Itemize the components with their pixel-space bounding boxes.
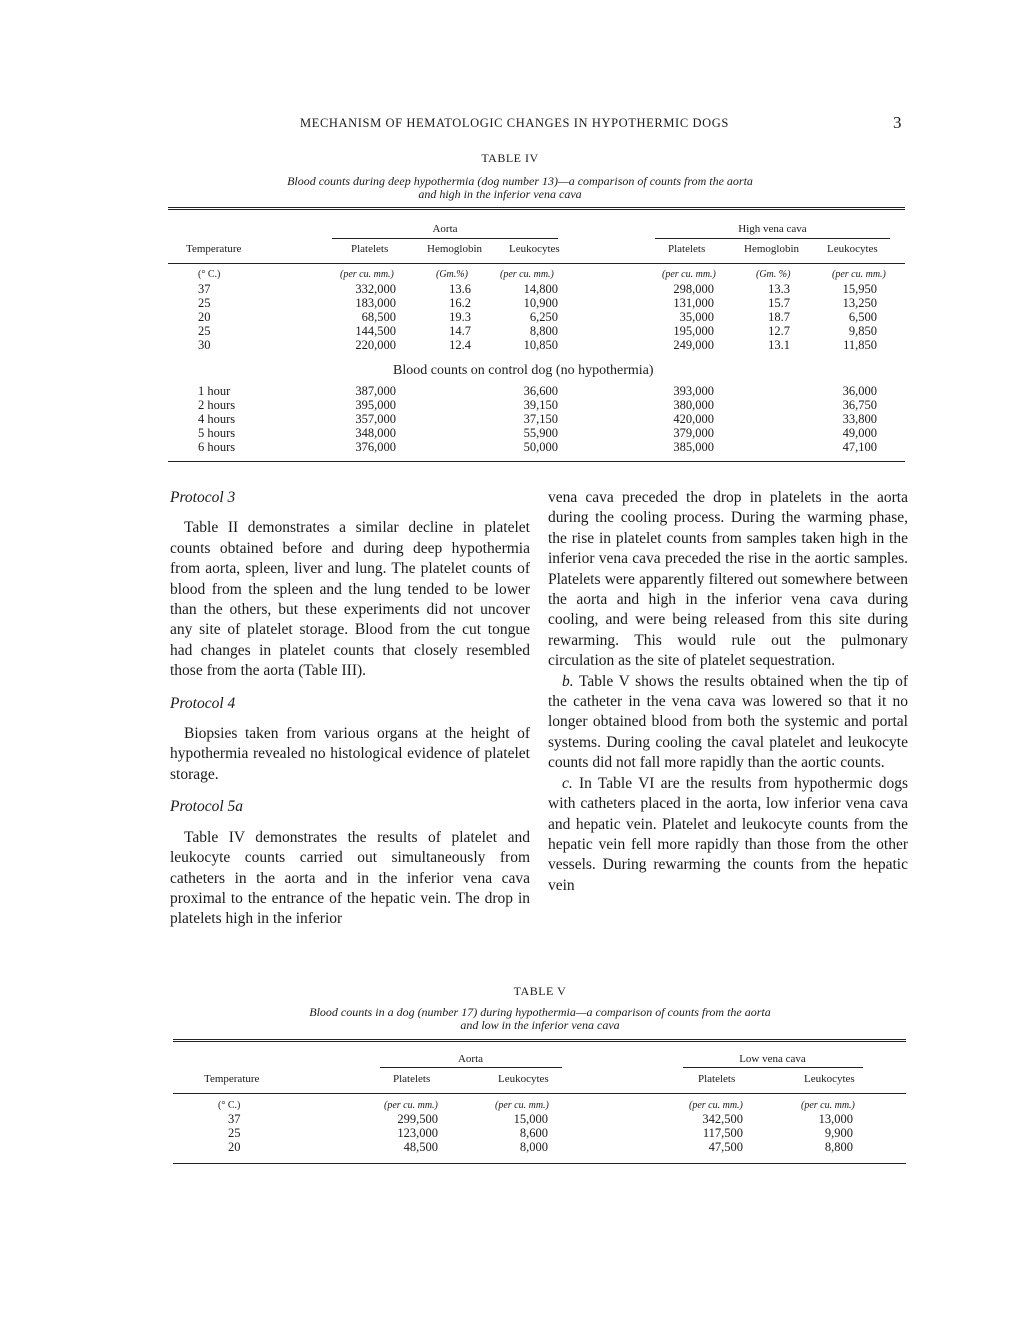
table-cell: 11,850: [843, 338, 877, 352]
table-cell: 36,000: [842, 384, 877, 398]
table-cell: 2 hours: [198, 398, 236, 412]
table-cell: 380,000: [673, 398, 714, 412]
table-cell: 25: [228, 1126, 241, 1140]
t4-h-hemoglobin-v: Hemoglobin: [744, 243, 799, 255]
t5-unit-leukocytes-v: (per cu. mm.): [801, 1100, 855, 1111]
t4-group-vena: High vena cava: [738, 223, 807, 235]
table-iv-caption-2: and high in the inferior vena cava: [418, 187, 582, 201]
table-cell: 13,000: [818, 1112, 853, 1126]
table-cell: 35,000: [679, 310, 714, 324]
t5-unit-platelets-a: (per cu. mm.): [384, 1100, 438, 1111]
table-iv-bottom-rule: [168, 461, 905, 462]
table-cell: 12.7: [768, 324, 790, 338]
table-cell: 47,500: [708, 1140, 743, 1154]
paragraph-c-text: In Table VI are the results from hypothermic dogs with catheters placed in the aorta, low inferior vena cava and hepatic vein. Platelet and leukocyte counts from the hepatic vein fell more rapidly than those from the other vessels. During rewarming the counts from the hepatic vein: [548, 774, 908, 894]
table-cell: 15.7: [768, 296, 790, 310]
table-v-bottom-rule: [173, 1163, 906, 1164]
paragraph-protocol-4: Biopsies taken from various organs at the height of hypothermia revealed no histological evidence of platelet storage.: [170, 725, 530, 783]
table-cell: 30: [198, 338, 211, 352]
table-cell: 13.6: [449, 282, 471, 296]
t5-unit-leukocytes-a: (per cu. mm.): [495, 1100, 549, 1111]
t4-control-title: Blood counts on control dog (no hypothermia): [393, 363, 654, 378]
table-cell: 299,500: [397, 1112, 438, 1126]
table-cell: 9,850: [848, 324, 877, 338]
heading-protocol-4: Protocol 4: [170, 694, 236, 712]
paragraph-protocol-3: Table II demonstrates a similar decline in platelet counts obtained before and during deep hypothermia from aorta, spleen, liver and lung. The platelet counts of blood from the spleen and the lung tended to be lower than the others, but these experiments did not uncover any site of platelet storage. Blood from the cut tongue had changes in platelet counts that closely resembled those from the aorta (Table III).: [170, 519, 530, 680]
t4-unit-hemoglobin-v: (Gm. %): [756, 269, 791, 280]
table-cell: 33,800: [842, 412, 877, 426]
t4-unit-leukocytes-a: (per cu. mm.): [500, 269, 554, 280]
table-cell: 13.1: [768, 338, 790, 352]
table-cell: 298,000: [673, 282, 714, 296]
table-cell: 37: [228, 1112, 241, 1126]
table-cell: 395,000: [355, 398, 396, 412]
t4-unit-platelets-a: (per cu. mm.): [340, 269, 394, 280]
table-cell: 48,500: [403, 1140, 438, 1154]
table-v-caption-1: Blood counts in a dog (number 17) during hypothermia—a comparison of counts from the aorta: [309, 1005, 771, 1019]
table-cell: 47,100: [842, 440, 877, 454]
table-iv-header-rule: [168, 263, 905, 264]
table-cell: 6,500: [848, 310, 877, 324]
table-cell: 8,000: [519, 1140, 548, 1154]
table-cell: 393,000: [673, 384, 714, 398]
table-cell: 420,000: [673, 412, 714, 426]
paragraph-b-text: Table V shows the results obtained when the tip of the catheter in the vena cava was lowered so that it no longer obtained blood from both the systemic and portal systems. During cooling the caval platelet and leukocyte counts did not fall more rapidly than the aortic counts.: [548, 672, 908, 772]
t4-aorta-rule: [332, 238, 558, 239]
table-cell: 19.3: [449, 310, 471, 324]
table-cell: 13.3: [768, 282, 790, 296]
table-cell: 55,900: [523, 426, 558, 440]
table-cell: 16.2: [449, 296, 471, 310]
table-cell: 6,250: [529, 310, 558, 324]
t4-unit-leukocytes-v: (per cu. mm.): [832, 269, 886, 280]
table-cell: 131,000: [673, 296, 714, 310]
t4-group-aorta: Aorta: [432, 223, 458, 235]
table-cell: 25: [198, 296, 211, 310]
table-cell: 14,800: [523, 282, 558, 296]
table-v-header-rule: [173, 1093, 906, 1094]
t5-aorta-rule: [380, 1067, 562, 1068]
table-iv: [0, 0, 1020, 480]
t4-h-leukocytes-a: Leukocytes: [509, 243, 560, 255]
paragraph-continued: vena cava preceded the drop in platelets in the aorta during the cooling process. During the warming phase, the rise in platelet counts from samples taken high in the inferior vena cava preceded the rise in the aortic samples. Platelets were apparently filtered out somewhere between the aorta and high in the inferior vena cava during cooling, and were being released from this site during rewarming. This would rule out the pulmonary circulation as the site of platelet sequestration.: [548, 489, 908, 670]
paragraph-b: [548, 672, 908, 774]
table-cell: 37,150: [523, 412, 558, 426]
t5-vena-rule: [683, 1067, 863, 1068]
table-cell: 348,000: [355, 426, 396, 440]
t4-h-platelets-v: Platelets: [668, 243, 706, 255]
table-cell: 8,600: [519, 1126, 548, 1140]
t5-unit-temp: (° C.): [218, 1100, 241, 1111]
paragraph-c: [548, 774, 908, 896]
t5-unit-platelets-v: (per cu. mm.): [689, 1100, 743, 1111]
t4-unit-platelets-v: (per cu. mm.): [662, 269, 716, 280]
table-iv-body: [0, 283, 1020, 353]
t5-h-leukocytes-v: Leukocytes: [804, 1073, 855, 1085]
table-iv-label: TABLE IV: [481, 151, 539, 165]
t5-h-platelets-a: Platelets: [393, 1073, 431, 1085]
right-column: [548, 488, 908, 896]
table-cell: 50,000: [523, 440, 558, 454]
t4-h-hemoglobin-a: Hemoglobin: [427, 243, 482, 255]
table-cell: 387,000: [355, 384, 396, 398]
table-cell: 123,000: [397, 1126, 438, 1140]
table-cell: 25: [198, 324, 211, 338]
table-cell: 10,900: [523, 296, 558, 310]
t5-col-temperature: Temperature: [204, 1073, 260, 1085]
t4-col-temperature: Temperature: [186, 243, 242, 255]
paragraph-b-label: b.: [562, 672, 574, 690]
table-cell: 183,000: [355, 296, 396, 310]
table-cell: 49,000: [842, 426, 877, 440]
running-title: MECHANISM OF HEMATOLOGIC CHANGES IN HYPOTHERMIC DOGS: [300, 116, 729, 130]
table-cell: 357,000: [355, 412, 396, 426]
table-cell: 8,800: [824, 1140, 853, 1154]
t5-group-aorta: Aorta: [457, 1053, 484, 1065]
table-cell: 9,900: [824, 1126, 853, 1140]
t4-h-platelets-a: Platelets: [351, 243, 389, 255]
paragraph-protocol-5a: Table IV demonstrates the results of platelet and leukocyte counts carried out simultaneously from catheters in the aorta and in the inferior vena cava proximal to the entrance of the hepatic vein. The drop in platelets high in the inferior: [170, 828, 530, 928]
table-cell: 332,000: [355, 282, 396, 296]
table-cell: 14.7: [449, 324, 471, 338]
t4-h-leukocytes-v: Leukocytes: [827, 243, 878, 255]
t5-h-platelets-v: Platelets: [698, 1073, 736, 1085]
table-cell: 68,500: [361, 310, 396, 324]
table-v-label: TABLE V: [513, 984, 567, 998]
table-v-top-rule: [173, 1039, 906, 1042]
heading-protocol-3: Protocol 3: [170, 489, 236, 506]
table-cell: 39,150: [523, 398, 558, 412]
table-cell: 10,850: [523, 338, 558, 352]
table-cell: 20: [228, 1140, 241, 1154]
table-cell: 342,500: [702, 1112, 743, 1126]
table-cell: 36,600: [523, 384, 558, 398]
table-iv-caption-1: Blood counts during deep hypothermia (dog number 13)—a comparison of counts from the aorta: [287, 174, 753, 188]
table-cell: 37: [198, 282, 211, 296]
table-cell: 5 hours: [198, 426, 236, 440]
t4-vena-rule: [655, 238, 890, 239]
table-cell: 249,000: [673, 338, 714, 352]
left-column: [170, 488, 530, 930]
table-cell: 6 hours: [198, 440, 236, 454]
table-cell: 20: [198, 310, 211, 324]
table-cell: 15,950: [842, 282, 877, 296]
table-cell: 8,800: [529, 324, 558, 338]
table-cell: 1 hour: [198, 384, 231, 398]
table-v-caption-2: and low in the inferior vena cava: [460, 1018, 620, 1032]
table-cell: 385,000: [673, 440, 714, 454]
t5-group-vena: Low vena cava: [739, 1053, 806, 1065]
table-cell: 144,500: [355, 324, 396, 338]
table-cell: 4 hours: [198, 412, 236, 426]
table-cell: 220,000: [355, 338, 396, 352]
table-cell: 13,250: [842, 296, 877, 310]
table-cell: 379,000: [673, 426, 714, 440]
table-cell: 195,000: [673, 324, 714, 338]
table-cell: 376,000: [355, 440, 396, 454]
t5-h-leukocytes-a: Leukocytes: [498, 1073, 549, 1085]
table-cell: 15,000: [513, 1112, 548, 1126]
page-number: 3: [893, 113, 902, 132]
t4-unit-temp: (° C.): [198, 269, 221, 280]
table-iv-top-rule: [168, 207, 905, 210]
paragraph-c-label: c.: [562, 774, 573, 792]
table-cell: 12.4: [449, 338, 471, 352]
table-iv-control-body: [0, 385, 1020, 455]
heading-protocol-5a: Protocol 5a: [170, 798, 244, 816]
table-cell: 117,500: [702, 1126, 743, 1140]
table-v-body: [0, 1113, 1020, 1158]
table-cell: 18.7: [768, 310, 790, 324]
t4-unit-hemoglobin-a: (Gm.%): [436, 269, 468, 280]
table-cell: 36,750: [842, 398, 877, 412]
